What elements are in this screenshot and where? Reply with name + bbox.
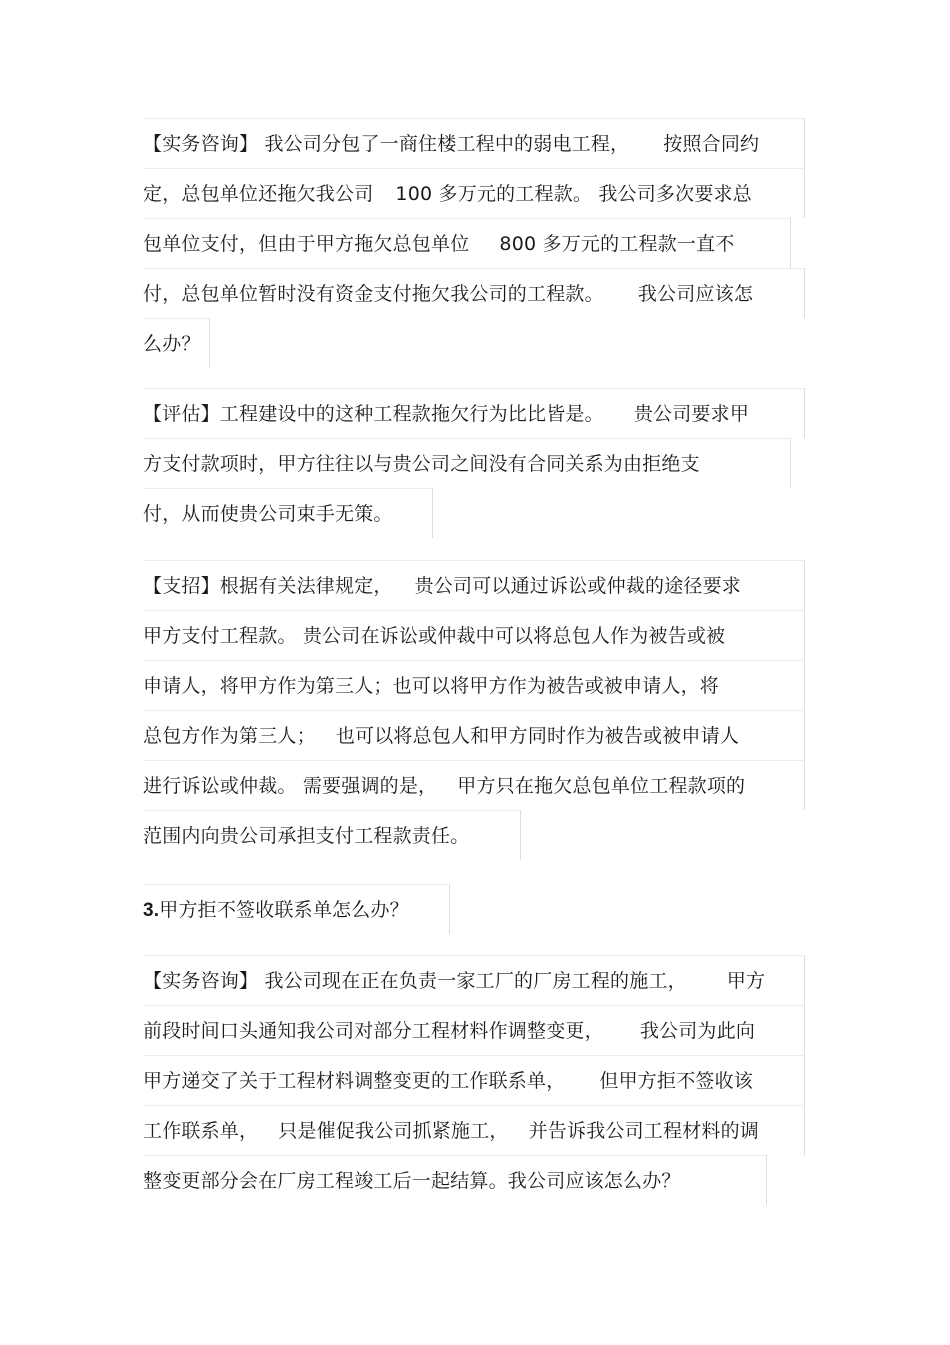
text-run: 100 多万元的工程款。 我公司多次要求总 [395,183,752,205]
text-run: 付，从而使贵公司束手无策。 [143,503,393,525]
text-run: 【评估】工程建设中的这种工程款拖欠行为比比皆是。 [143,403,604,425]
text-run: 范围内向贵公司承担支付工程款责任。 [143,825,470,847]
text-run: 进行诉讼或仲裁。 需要强调的是， [143,775,438,797]
paragraph-line [143,610,805,660]
text-run: 我公司应该怎 [637,283,754,305]
text-run: 包单位支付，但由于甲方拖欠总包单位 [143,233,470,255]
paragraph-line [143,1105,805,1155]
paragraph-line [143,388,805,438]
text-run: 800 多万元的工程款一直不 [499,233,735,255]
text-run: 但甲方拒不签收该 [599,1070,754,1092]
text-run: 甲方 [726,970,766,992]
paragraph-line [143,560,805,610]
text-run: 付，总包单位暂时没有资金支付拖欠我公司的工程款。 [143,283,604,305]
text-run: 贵公司可以通过诉讼或仲裁的途径要求 [414,575,742,597]
text-run: 我公司为此向 [639,1020,756,1042]
paragraph-line [143,488,433,538]
paragraph-line [143,318,210,368]
paragraph-line [143,1155,767,1205]
heading-text: 甲方拒不签收联系单怎么办？ [159,899,409,921]
paragraph-line [143,955,805,1005]
text-run: 按照合同约 [663,133,760,155]
text-run: 【实务咨询】 我公司现在正在负责一家工厂的厂房工程的施工， [143,970,687,992]
text-run: 么办？ [143,333,201,355]
paragraph-line [143,438,791,488]
text-run: 甲方支付工程款。 贵公司在诉讼或仲裁中可以将总包人作为被告或被 [143,625,726,647]
text-run: 也可以将总包人和甲方同时作为被告或被申请人 [335,725,740,747]
paragraph-line [143,1005,805,1055]
heading-number: 3. [143,900,160,921]
paragraph-line [143,1055,805,1105]
paragraph-line [143,660,805,710]
paragraph-line [143,710,805,760]
text-run: 并告诉我公司工程材料的调 [528,1120,760,1142]
text-run: 总包方作为第三人； [143,725,316,747]
paragraph-line [143,218,791,268]
text-run: 甲方只在拖欠总包单位工程款项的 [457,775,746,797]
text-run: 申请人，将甲方作为第三人；也可以将甲方作为被告或被申请人，将 [143,675,720,697]
text-run: 只是催促我公司抓紧施工， [278,1120,509,1142]
text-run: 定，总包单位还拖欠我公司 [143,183,374,205]
paragraph-line [143,760,805,810]
text-run: 贵公司要求甲 [633,403,750,425]
paragraph-line [143,118,805,168]
text-run: 前段时间口头通知我公司对部分工程材料作调整变更， [143,1020,604,1042]
text-run: 整变更部分会在厂房工程竣工后一起结算。我公司应该怎么办？ [143,1170,681,1192]
text-run: 【支招】根据有关法律规定， [143,575,393,597]
text-run: 方支付款项时，甲方往往以与贵公司之间没有合同关系为由拒绝支 [143,453,700,475]
paragraph-line [143,168,805,218]
section-heading [143,884,450,934]
text-run: 【实务咨询】 我公司分包了一商住楼工程中的弱电工程， [143,133,630,155]
text-run: 工作联系单， [143,1120,259,1142]
paragraph-line [143,810,521,860]
text-run: 甲方递交了关于工程材料调整变更的工作联系单， [143,1070,566,1092]
paragraph-line [143,268,805,318]
